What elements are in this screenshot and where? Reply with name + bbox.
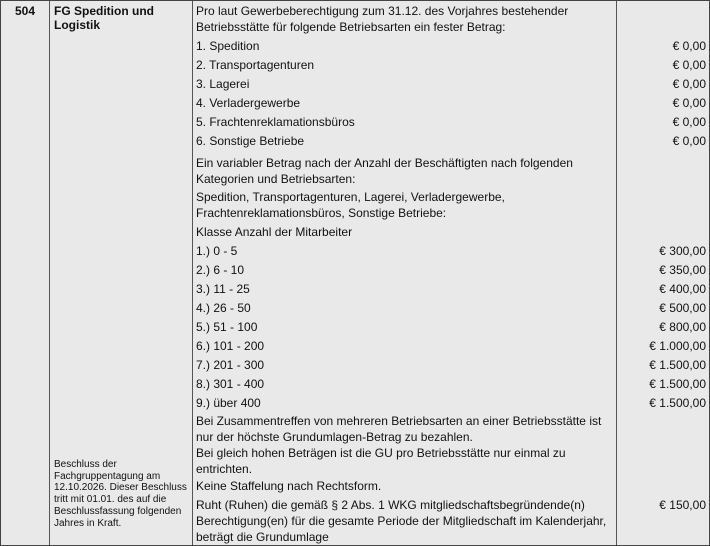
- description-cell: [193, 1, 617, 545]
- class-item: 5.) 51 - 100: [196, 320, 258, 334]
- fixed-item: 6. Sonstige Betriebe: [196, 134, 305, 148]
- fixed-amount: € 0,00: [672, 58, 706, 72]
- fixed-item: 2. Transportagenturen: [196, 58, 315, 72]
- categories-text: Spedition, Transportagenturen, Lagerei, Verladergewerbe, Frachtenreklamationsbüros, Sonstige Betriebe:: [196, 190, 505, 221]
- class-item: 9.) über 400: [196, 396, 261, 410]
- class-item: 4.) 26 - 50: [196, 301, 251, 315]
- amount-cell: [617, 1, 710, 545]
- fixed-amount: € 0,00: [672, 39, 706, 53]
- fixed-item: 1. Spedition: [196, 39, 260, 53]
- fixed-amount: € 0,00: [672, 134, 706, 148]
- rule-equal: Bei gleich hohen Beträgen ist die GU pro Betriebsstätte nur einmal zu entrichten.: [196, 446, 566, 477]
- number-cell: [1, 1, 50, 545]
- class-amount: € 1.500,00: [649, 377, 706, 391]
- class-amount: € 1.500,00: [649, 396, 706, 410]
- fixed-amount: € 0,00: [672, 77, 706, 91]
- dormant-amount: € 150,00: [659, 498, 706, 512]
- class-item: 7.) 201 - 300: [196, 358, 265, 372]
- fixed-item: 3. Lagerei: [196, 77, 250, 91]
- class-amount: € 800,00: [659, 320, 706, 334]
- rule-multiple: Bei Zusammentreffen von mehreren Betriebsarten an einer Betriebsstätte ist nur der höchste Grundumlagen-Betrag zu bezahlen.: [196, 414, 602, 445]
- class-amount: € 1.000,00: [649, 339, 706, 353]
- class-amount: € 400,00: [659, 282, 706, 296]
- fixed-amount: € 0,00: [672, 115, 706, 129]
- class-amount: € 300,00: [659, 244, 706, 258]
- class-item: 3.) 11 - 25: [196, 282, 250, 296]
- class-amount: € 350,00: [659, 263, 706, 277]
- class-item: 1.) 0 - 5: [196, 244, 238, 258]
- class-item: 6.) 101 - 200: [196, 339, 265, 353]
- class-amount: € 500,00: [659, 301, 706, 315]
- name-cell: [50, 1, 193, 545]
- fixed-item: 5. Frachtenreklamationsbüros: [196, 115, 355, 129]
- row-number: 504: [15, 4, 36, 18]
- group-name: FG Spedition und Logistik: [54, 4, 154, 32]
- class-item: 8.) 301 - 400: [196, 377, 265, 391]
- variable-intro: Ein variabler Betrag nach der Anzahl der Beschäftigten nach folgenden Kategorien und Betriebsarten:: [196, 156, 573, 187]
- resolution-note: Beschluss der Fachgruppentagung am 12.10.2026. Dieser Beschluss tritt mit 01.01. des auf die Beschlussfassung folgenden Jahres in Kraft.: [54, 459, 187, 529]
- class-amount: € 1.500,00: [649, 358, 706, 372]
- fixed-amount: € 0,00: [672, 96, 706, 110]
- intro-text: Pro laut Gewerbeberechtigung zum 31.12. des Vorjahres bestehender Betriebsstätte für folgende Betriebsarten ein fester Betrag:: [196, 4, 569, 35]
- fixed-item: 4. Verladergewerbe: [196, 96, 301, 110]
- dormant-text: Ruht (Ruhen) die gemäß § 2 Abs. 1 WKG mitgliedschaftsbegründende(n) Berechtigung(en) für die gesamte Periode der Mitgliedschaft im Kalenderjahr, beträgt die Grundumlage: [196, 498, 607, 545]
- rule-staffing: Keine Staffelung nach Rechtsform.: [196, 479, 382, 493]
- class-header: Klasse Anzahl der Mitarbeiter: [196, 225, 353, 239]
- class-item: 2.) 6 - 10: [196, 263, 245, 277]
